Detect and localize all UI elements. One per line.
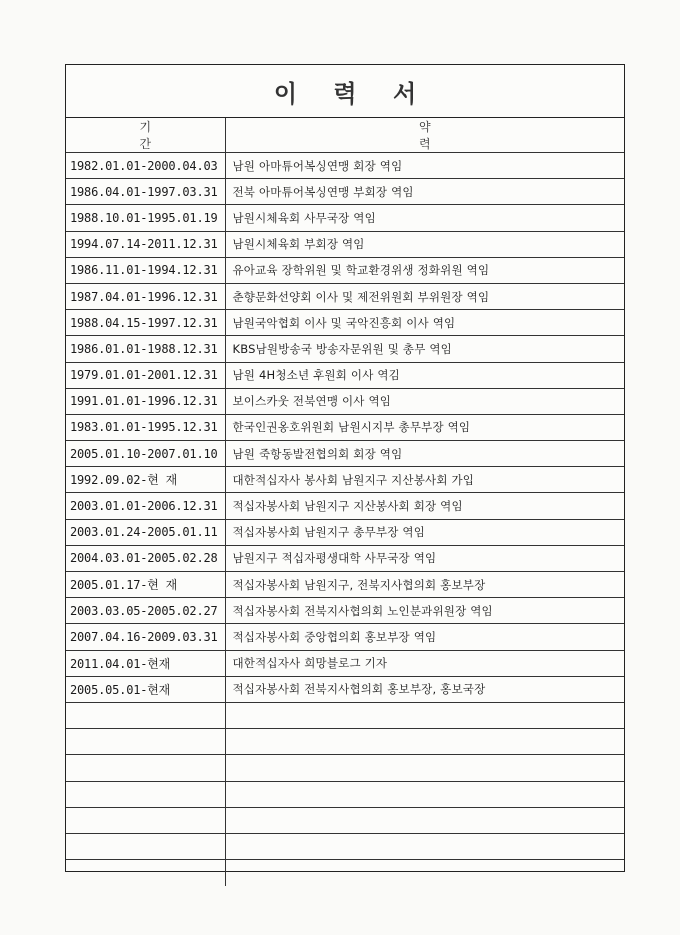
- period-cell: 1986.04.01-1997.03.31: [66, 179, 225, 205]
- table-row: [66, 676, 624, 702]
- history-cell: 대한적십자사 희망블로그 기자: [225, 650, 624, 676]
- empty-row: [66, 729, 624, 755]
- empty-row: [66, 702, 624, 728]
- table-row: [66, 493, 624, 519]
- period-cell: 1988.04.15-1997.12.31: [66, 310, 225, 336]
- table-row: [66, 231, 624, 257]
- history-cell: 적십자봉사회 중앙협의회 홍보부장 역임: [225, 624, 624, 650]
- period-cell: 1982.01.01-2000.04.03: [66, 153, 225, 179]
- empty-period-cell: [66, 833, 225, 859]
- empty-history-cell: [225, 807, 624, 833]
- title-row: [66, 65, 624, 118]
- table-row: [66, 362, 624, 388]
- empty-row: [66, 860, 624, 886]
- period-cell: 1979.01.01-2001.12.31: [66, 362, 225, 388]
- history-cell: KBS남원방송국 방송자문위원 및 총무 역임: [225, 336, 624, 362]
- history-cell: 보이스카웃 전북연맹 이사 역임: [225, 388, 624, 414]
- history-cell: 적십자봉사회 전북지사협의회 노인분과위원장 역임: [225, 598, 624, 624]
- history-cell: 남원시체육회 부회장 역임: [225, 231, 624, 257]
- table-row: [66, 336, 624, 362]
- table-row: [66, 467, 624, 493]
- empty-history-cell: [225, 833, 624, 859]
- table-row: [66, 310, 624, 336]
- table-row: [66, 519, 624, 545]
- history-cell: 적십자봉사회 남원지구 지산봉사회 회장 역임: [225, 493, 624, 519]
- table-row: [66, 283, 624, 309]
- table-row: [66, 205, 624, 231]
- history-cell: 남원지구 적십자평생대학 사무국장 역임: [225, 545, 624, 571]
- table-row: [66, 388, 624, 414]
- history-cell: 남원 죽항동발전협의회 회장 역임: [225, 441, 624, 467]
- period-cell: 1986.01.01-1988.12.31: [66, 336, 225, 362]
- history-header: [225, 118, 624, 153]
- empty-period-cell: [66, 755, 225, 781]
- empty-period-cell: [66, 729, 225, 755]
- period-cell: 2005.01.10-2007.01.10: [66, 441, 225, 467]
- history-cell: 전북 아마튜어복싱연맹 부회장 역임: [225, 179, 624, 205]
- period-cell: 2003.01.01-2006.12.31: [66, 493, 225, 519]
- empty-period-cell: [66, 860, 225, 886]
- period-cell: 2003.01.24-2005.01.11: [66, 519, 225, 545]
- period-header-label: 기 간: [139, 120, 192, 151]
- empty-history-cell: [225, 702, 624, 728]
- empty-period-cell: [66, 702, 225, 728]
- history-cell: 적십자봉사회 남원지구 총무부장 역임: [225, 519, 624, 545]
- period-cell: 1983.01.01-1995.12.31: [66, 414, 225, 440]
- period-cell: 1992.09.02-현 재: [66, 467, 225, 493]
- history-cell: 대한적십자사 봉사회 남원지구 지산봉사회 가입: [225, 467, 624, 493]
- history-cell: 춘향문화선양회 이사 및 제전위원회 부위원장 역임: [225, 283, 624, 309]
- document-title: 이 력 서: [273, 79, 431, 108]
- empty-history-cell: [225, 781, 624, 807]
- period-cell: 1987.04.01-1996.12.31: [66, 283, 225, 309]
- history-cell: 유아교육 장학위원 및 학교환경위생 정화위원 역임: [225, 257, 624, 283]
- period-cell: 2011.04.01-현재: [66, 650, 225, 676]
- period-cell: 2005.05.01-현재: [66, 676, 225, 702]
- period-cell: 1986.11.01-1994.12.31: [66, 257, 225, 283]
- empty-history-cell: [225, 860, 624, 886]
- period-cell: 2004.03.01-2005.02.28: [66, 545, 225, 571]
- history-cell: 적십자봉사회 전북지사협의회 홍보부장, 홍보국장: [225, 676, 624, 702]
- period-cell: 2003.03.05-2005.02.27: [66, 598, 225, 624]
- table-row: [66, 441, 624, 467]
- history-cell: 한국인권옹호위원회 남원시지부 총무부장 역임: [225, 414, 624, 440]
- period-cell: 1994.07.14-2011.12.31: [66, 231, 225, 257]
- table-row: [66, 545, 624, 571]
- history-table: [66, 118, 624, 886]
- table-row: [66, 650, 624, 676]
- history-cell: 적십자봉사회 남원지구, 전북지사협의회 홍보부장: [225, 572, 624, 598]
- table-row: [66, 179, 624, 205]
- period-cell: 1991.01.01-1996.12.31: [66, 388, 225, 414]
- header-row: [66, 118, 624, 153]
- table-row: [66, 598, 624, 624]
- period-cell: 1988.10.01-1995.01.19: [66, 205, 225, 231]
- empty-period-cell: [66, 781, 225, 807]
- resume-sheet: [65, 64, 625, 872]
- table-row: [66, 153, 624, 179]
- empty-row: [66, 755, 624, 781]
- history-rows: [66, 153, 624, 886]
- empty-row: [66, 807, 624, 833]
- period-cell: 2005.01.17-현 재: [66, 572, 225, 598]
- period-cell: 2007.04.16-2009.03.31: [66, 624, 225, 650]
- history-header-label: 약 력: [418, 120, 551, 151]
- period-header: [66, 118, 225, 153]
- empty-row: [66, 781, 624, 807]
- empty-history-cell: [225, 755, 624, 781]
- empty-row: [66, 833, 624, 859]
- empty-history-cell: [225, 729, 624, 755]
- table-row: [66, 572, 624, 598]
- table-row: [66, 414, 624, 440]
- history-cell: 남원 아마튜어복싱연맹 회장 역임: [225, 153, 624, 179]
- history-cell: 남원국악협회 이사 및 국악진흥회 이사 역임: [225, 310, 624, 336]
- table-row: [66, 257, 624, 283]
- table-row: [66, 624, 624, 650]
- history-cell: 남원시체육회 사무국장 역임: [225, 205, 624, 231]
- empty-period-cell: [66, 807, 225, 833]
- history-cell: 남원 4H청소년 후원회 이사 역김: [225, 362, 624, 388]
